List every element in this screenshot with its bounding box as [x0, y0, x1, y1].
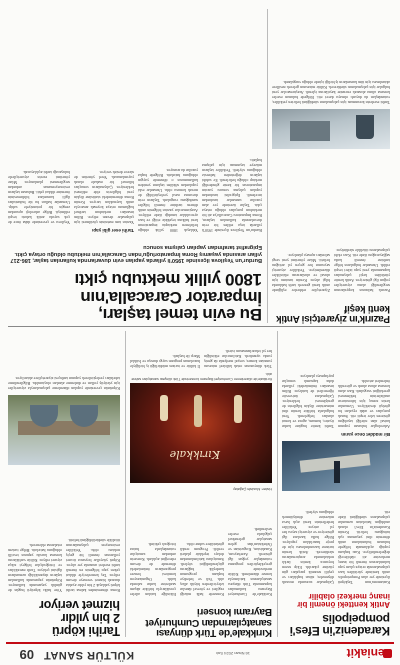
right-column-3 [8, 331, 120, 391]
brand-logo[interactable]: Yeniakit [346, 646, 392, 660]
middle-headline: Kırıkkale'de Türk dünyası sanatçılarından Cumhuriyet Bayramı konseri [145, 606, 272, 638]
middle-column-4 [204, 331, 272, 369]
side-column-1 [334, 153, 390, 293]
main-headline: Bu evin temel taşları, İmparator Caracalla'nın 1800 yıllık mektubu çıktı [74, 270, 262, 324]
main-interhead: Tarihi eser gibi yapı [92, 228, 134, 233]
main-column-4 [8, 9, 70, 225]
middle-column-1 [228, 493, 272, 597]
page-number: 09 [19, 647, 34, 662]
left-photo [282, 441, 390, 491]
section-title: KÜLTÜR SANAT [43, 649, 134, 661]
right-headline: Tarihi köprü 2 bin yıldır hizmet veriyor [39, 598, 120, 638]
main-column-3 [74, 9, 134, 225]
right-column-2 [8, 469, 62, 593]
date-line: 16 Nisan 2024 Salı [216, 651, 250, 656]
left-column-1 [338, 495, 390, 585]
header-rule [6, 642, 394, 644]
column-rule [125, 331, 126, 637]
stage-sign: Kırıkkale [169, 448, 220, 461]
left-kicker: Antik kentteki önemli bir inanç merkezi olabilir [297, 591, 390, 609]
section-divider [8, 326, 390, 327]
side-photo [272, 109, 390, 149]
left-column-4 [282, 331, 334, 429]
main-deck: Burdur'un Yeşilova ilçesinde 1950'li yıllarda yapılan evin duvarlarında kullanılan taşlar, 186-217 yılları arasında yaşamış Roma İmparatorluğu'ndan Caracalla'nın mektubu olduğu ortaya çıktı. Epigrafist tarafından yapılan çalışma sonucu [10, 244, 262, 263]
bridge-photo [8, 395, 120, 465]
middle-column-3 [130, 493, 176, 597]
column-rule [277, 331, 278, 637]
column-rule [267, 9, 268, 323]
left-headline: Karadeniz'in Efes'i pompeipolis [289, 611, 390, 638]
left-interhead: Bir müddet önce yarım [341, 432, 390, 437]
photo-caption: Kırıkkale'de düzenlenen Cumhuriyet Bayramı konserinde Türk dünyası sanatçıları sahne aldı. [131, 372, 272, 381]
side-column-3 [272, 9, 390, 105]
middle-column-2 [180, 493, 224, 597]
left-column-2 [282, 495, 334, 585]
concert-photo [130, 383, 272, 483]
side-column-2 [272, 153, 330, 293]
middle-column-5 [130, 331, 200, 369]
side-headline: Pazırık'ın ziyaretçisi Antik kenti keşif [276, 302, 390, 324]
main-column-2 [138, 9, 198, 233]
main-column-1 [202, 9, 262, 233]
right-column-1 [66, 469, 120, 593]
middle-byline: Haber: Mustafa Çağatay [233, 487, 272, 491]
left-column-3 [338, 331, 390, 429]
